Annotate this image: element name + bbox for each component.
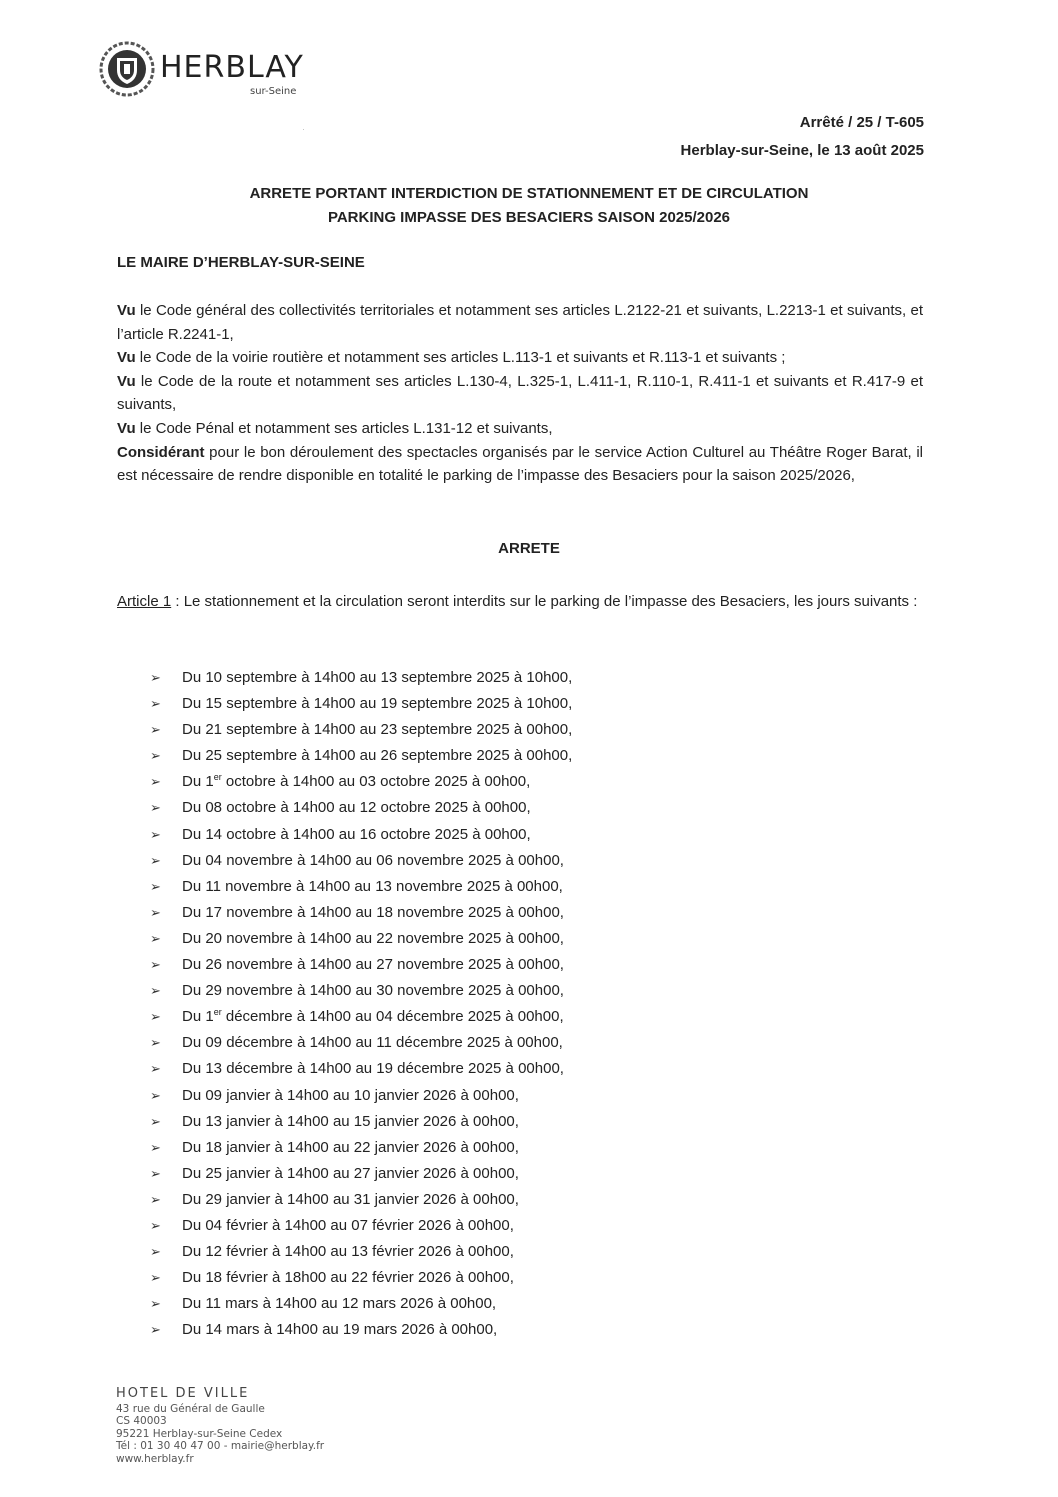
arrow-bullet-icon: ➢: [150, 983, 161, 999]
arrow-bullet-icon: ➢: [150, 1139, 161, 1155]
arrow-bullet-icon: ➢: [150, 800, 161, 816]
date-list-item: [150, 1109, 572, 1135]
date-range-text: Du 20 novembre à 14h00 au 22 novembre 2025 à 00h00,: [182, 929, 564, 947]
arrow-bullet-icon: ➢: [150, 722, 161, 738]
date-list-item: [150, 743, 572, 769]
date-range-text: Du 1: [182, 773, 214, 791]
herblay-logo: [98, 40, 328, 100]
arrow-bullet-icon: ➢: [150, 1322, 161, 1338]
date-list-item: [150, 978, 572, 1004]
date-range-text: Du 29 novembre à 14h00 au 30 novembre 2025 à 00h00,: [182, 982, 564, 1000]
date-list-item: [150, 717, 572, 743]
date-list-item: [150, 1265, 572, 1291]
arrow-bullet-icon: ➢: [150, 1296, 161, 1312]
considerant-text: le Code général des collectivités territoriales et notamment ses articles L.2122-21 et suivants, L.2213-1 et suivants, et l’article R.2241-1,: [117, 302, 923, 343]
date-list-item: [150, 1187, 572, 1213]
date-list-item: [150, 1056, 572, 1082]
date-list-item: [150, 1317, 572, 1343]
date-list-item: [150, 1004, 572, 1030]
date-range-text-rest: décembre à 14h00 au 04 décembre 2025 à 00h00,: [221, 1008, 564, 1026]
arrow-bullet-icon: ➢: [150, 774, 161, 790]
reference-block: [681, 109, 924, 165]
date-range-text: Du 14 mars à 14h00 au 19 mars 2026 à 00h00,: [182, 1321, 498, 1339]
date-range-text: Du 14 octobre à 14h00 au 16 octobre 2025 à 00h00,: [182, 825, 531, 843]
scan-mark: ·: [302, 124, 305, 134]
considerant-lead: Vu: [117, 372, 136, 390]
arrow-bullet-icon: ➢: [150, 748, 161, 764]
date-range-text-rest: octobre à 14h00 au 03 octobre 2025 à 00h00,: [221, 773, 531, 791]
date-list-item: [150, 822, 572, 848]
mayor-heading: LE MAIRE D’HERBLAY-SUR-SEINE: [117, 254, 365, 271]
date-list-item: [150, 874, 572, 900]
place-date: Herblay-sur-Seine, le 13 août 2025: [680, 142, 924, 159]
date-list-item: [150, 900, 572, 926]
arrow-bullet-icon: ➢: [150, 1113, 161, 1129]
date-range-text: Du 04 novembre à 14h00 au 06 novembre 2025 à 00h00,: [182, 851, 564, 869]
arrow-bullet-icon: ➢: [150, 696, 161, 712]
date-list-item: [150, 1135, 572, 1161]
title-line-2: PARKING IMPASSE DES BESACIERS SAISON 2025/2026: [327, 209, 731, 226]
date-range-text: Du 26 novembre à 14h00 au 27 novembre 2025 à 00h00,: [182, 956, 564, 974]
considerants-block: [117, 299, 923, 488]
considerant-paragraph: [117, 441, 923, 488]
date-list-item: [150, 1291, 572, 1317]
city-crest-icon: [98, 40, 156, 98]
date-range-text: Du 10 septembre à 14h00 au 13 septembre 2025 à 10h00,: [182, 669, 573, 686]
date-range-text: Du 13 janvier à 14h00 au 15 janvier 2026 à 00h00,: [182, 1112, 519, 1130]
date-range-text: Du 15 septembre à 14h00 au 19 septembre 2025 à 10h00,: [182, 695, 573, 713]
article-1-text: : Le stationnement et la circulation seront interdits sur le parking de l’impasse des Besaciers, les jours suivants :: [171, 593, 918, 610]
ordinal-suffix: er: [213, 772, 222, 783]
arrow-bullet-icon: ➢: [150, 826, 161, 842]
arrow-bullet-icon: ➢: [150, 1165, 161, 1181]
date-list-item: [150, 848, 572, 874]
logo-name: HERBLAY: [160, 50, 304, 85]
date-list-item: [150, 1213, 572, 1239]
considerant-paragraph: [117, 346, 923, 370]
considerant-text: le Code Pénal et notamment ses articles L.131-12 et suivants,: [135, 419, 553, 437]
date-range-text: Du 08 octobre à 14h00 au 12 octobre 2025 à 00h00,: [182, 799, 531, 817]
date-range-text: Du 21 septembre à 14h00 au 23 septembre 2025 à 00h00,: [182, 721, 573, 739]
date-range-text: Du 1: [182, 1008, 214, 1026]
arrow-bullet-icon: ➢: [150, 1244, 161, 1260]
date-range-text: Du 09 janvier à 14h00 au 10 janvier 2026 à 00h00,: [182, 1086, 519, 1104]
date-range-text: Du 11 novembre à 14h00 au 13 novembre 2025 à 00h00,: [182, 877, 563, 895]
date-list: [150, 665, 572, 1343]
date-list-item: [150, 665, 572, 691]
footer-line: www.herblay.fr: [116, 1452, 194, 1465]
considerant-paragraph: [117, 370, 923, 417]
date-list-item: [150, 926, 572, 952]
arrow-bullet-icon: ➢: [150, 852, 161, 868]
article-1-label: Article 1: [117, 593, 172, 610]
date-range-text: Du 25 septembre à 14h00 au 26 septembre 2025 à 00h00,: [182, 747, 573, 765]
considerant-paragraph: [117, 417, 923, 441]
considerant-paragraph: [117, 299, 923, 346]
date-range-text: Du 13 décembre à 14h00 au 19 décembre 2025 à 00h00,: [182, 1060, 564, 1078]
arrow-bullet-icon: ➢: [150, 1217, 161, 1233]
date-list-item: [150, 1083, 572, 1109]
arrow-bullet-icon: ➢: [150, 1061, 161, 1077]
footer-line: 43 rue du Général de Gaulle: [116, 1402, 265, 1415]
arrete-heading: ARRETE: [498, 540, 560, 557]
considerant-text: le Code de la voirie routière et notamment ses articles L.113-1 et suivants et R.113-1 et suivants ;: [135, 349, 786, 367]
date-list-item: [150, 795, 572, 821]
footer-title: HOTEL DE VILLE: [116, 1386, 250, 1401]
date-range-text: Du 17 novembre à 14h00 au 18 novembre 2025 à 00h00,: [182, 903, 564, 921]
arrete-reference: Arrêté / 25 / T-605: [799, 114, 924, 131]
arrow-bullet-icon: ➢: [150, 957, 161, 973]
date-list-item: [150, 1030, 572, 1056]
date-range-text: Du 04 février à 14h00 au 07 février 2026 à 00h00,: [182, 1216, 514, 1234]
date-list-item: [150, 952, 572, 978]
considerant-lead: Vu: [117, 302, 136, 319]
arrow-bullet-icon: ➢: [150, 1087, 161, 1103]
date-list-item: [150, 1239, 572, 1265]
considerant-lead: Vu: [117, 419, 136, 437]
logo-subtitle: sur-Seine: [250, 86, 297, 97]
date-list-item: [150, 1161, 572, 1187]
footer-line: 95221 Herblay-sur-Seine Cedex: [116, 1427, 283, 1440]
arrow-bullet-icon: ➢: [150, 930, 161, 946]
footer-address: [116, 1388, 324, 1466]
date-range-text: Du 09 décembre à 14h00 au 11 décembre 2025 à 00h00,: [182, 1034, 563, 1052]
ordinal-suffix: er: [213, 1007, 222, 1018]
arrow-bullet-icon: ➢: [150, 1191, 161, 1207]
document-title: [0, 182, 1058, 230]
title-line-1: ARRETE PORTANT INTERDICTION DE STATIONNEMENT ET DE CIRCULATION: [249, 185, 809, 202]
considerant-lead: Considérant: [117, 443, 205, 461]
footer-line: CS 40003: [116, 1415, 167, 1428]
arrow-bullet-icon: ➢: [150, 878, 161, 894]
date-range-text: Du 12 février à 14h00 au 13 février 2026 à 00h00,: [182, 1243, 514, 1261]
date-range-text: Du 11 mars à 14h00 au 12 mars 2026 à 00h00,: [182, 1295, 497, 1313]
considerant-lead: Vu: [117, 349, 136, 367]
footer-line: Tél : 01 30 40 47 00 - mairie@herblay.fr: [116, 1440, 325, 1453]
date-list-item: [150, 769, 572, 795]
arrow-bullet-icon: ➢: [150, 1270, 161, 1286]
date-range-text: Du 29 janvier à 14h00 au 31 janvier 2026 à 00h00,: [182, 1190, 519, 1208]
date-range-text: Du 25 janvier à 14h00 au 27 janvier 2026 à 00h00,: [182, 1164, 519, 1182]
arrow-bullet-icon: ➢: [150, 1035, 161, 1051]
article-1: [117, 589, 923, 614]
date-range-text: Du 18 janvier à 14h00 au 22 janvier 2026 à 00h00,: [182, 1138, 519, 1156]
date-list-item: [150, 691, 572, 717]
arrow-bullet-icon: ➢: [150, 904, 161, 920]
arrow-bullet-icon: ➢: [150, 670, 161, 685]
considerant-text: pour le bon déroulement des spectacles organisés par le service Action Culturel au Théâtre Roger Barat, il est nécessaire de rendre disponible en totalité le parking de l’impasse des Besaciers pour la saison 2025/2026,: [117, 443, 923, 485]
arrow-bullet-icon: ➢: [150, 1009, 161, 1025]
date-range-text: Du 18 février à 18h00 au 22 février 2026 à 00h00,: [182, 1269, 514, 1287]
considerant-text: le Code de la route et notamment ses articles L.130-4, L.325-1, L.411-1, R.110-1, R.411-1 et suivants et R.417-9 et suivants,: [117, 372, 923, 414]
